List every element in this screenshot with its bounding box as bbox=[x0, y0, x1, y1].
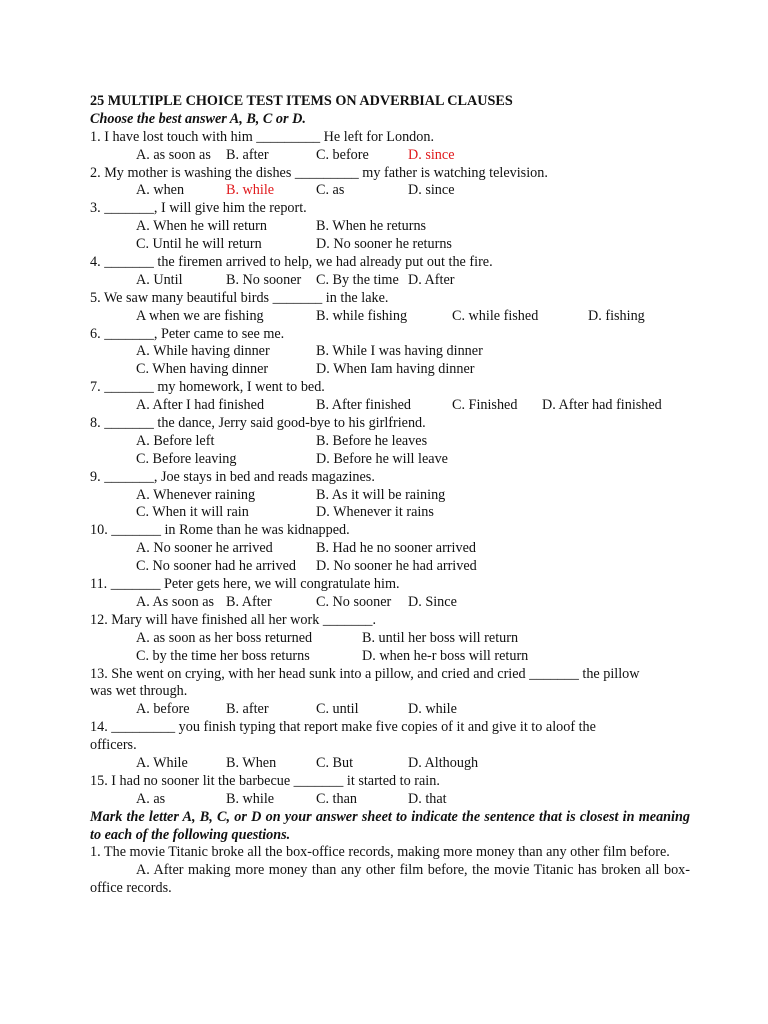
answer-options-row bbox=[90, 272, 690, 290]
answer-option-b[interactable]: B. while bbox=[226, 182, 275, 199]
worksheet-title: 25 MULTIPLE CHOICE TEST ITEMS ON ADVERBIAL CLAUSES bbox=[90, 93, 513, 109]
answer-option-b[interactable]: B. As it will be raining bbox=[316, 486, 446, 503]
answer-option-b[interactable]: B. until her boss will return bbox=[362, 629, 519, 646]
question-stem: 12. Mary will have finished all her work _______. bbox=[90, 611, 377, 628]
transform-option-a: A. After making more money than any other film before, the movie Titanic has broken all box-office records. bbox=[90, 862, 690, 897]
answer-option-d[interactable]: D. When Iam having dinner bbox=[316, 361, 475, 378]
answer-option-d[interactable]: D. Before he will leave bbox=[316, 450, 448, 467]
worksheet bbox=[90, 93, 690, 898]
answer-option-a[interactable]: A. While bbox=[136, 754, 188, 771]
answer-option-d[interactable]: D. that bbox=[408, 790, 447, 807]
answer-option-a[interactable]: A. Until bbox=[136, 271, 183, 288]
answer-option-c[interactable]: C. Until he will return bbox=[136, 236, 262, 253]
answer-options-row bbox=[90, 343, 690, 361]
question-stem: 7. _______ my homework, I went to bed. bbox=[90, 379, 325, 396]
answer-option-b[interactable]: B. while bbox=[226, 790, 275, 807]
answer-option-d[interactable]: D. After bbox=[408, 271, 455, 288]
answer-option-a[interactable]: A. No sooner he arrived bbox=[136, 540, 273, 557]
answer-option-c[interactable]: C. When having dinner bbox=[136, 361, 269, 378]
question-stem: 4. _______ the firemen arrived to help, we had already put out the fire. bbox=[90, 254, 493, 271]
answer-option-d[interactable]: D. Since bbox=[408, 593, 457, 610]
answer-option-b[interactable]: B. Before he leaves bbox=[316, 432, 428, 449]
question-stem: 10. _______ in Rome than he was kidnapped. bbox=[90, 522, 350, 539]
answer-option-d[interactable]: D. since bbox=[408, 182, 455, 199]
answer-options-row bbox=[90, 182, 690, 200]
answer-option-a[interactable]: A. as soon as bbox=[136, 146, 211, 163]
answer-option-d[interactable]: D. After had finished bbox=[542, 397, 662, 414]
answer-option-a[interactable]: A. before bbox=[136, 701, 190, 718]
question-stem: 13. She went on crying, with her head sunk into a pillow, and cried and cried _______ the pillow bbox=[90, 665, 640, 682]
question-stem: 2. My mother is washing the dishes _________ my father is watching television. bbox=[90, 164, 548, 181]
answer-options-row bbox=[90, 504, 690, 522]
question-stem-continued: was wet through. bbox=[90, 683, 188, 700]
answer-option-b[interactable]: B. Had he no sooner arrived bbox=[316, 540, 476, 557]
answer-options-row bbox=[90, 361, 690, 379]
answer-option-d[interactable]: D. Whenever it rains bbox=[316, 504, 434, 521]
answer-option-b[interactable]: B. while fishing bbox=[316, 307, 408, 324]
instruction-transform: Mark the letter A, B, C, or D on your answer sheet to indicate the sentence that is closest in meaning to each of the following questions. bbox=[90, 808, 690, 843]
answer-option-a[interactable]: A when we are fishing bbox=[136, 307, 264, 324]
answer-options-row bbox=[90, 218, 690, 236]
answer-options-row bbox=[90, 558, 690, 576]
answer-options-row bbox=[90, 397, 690, 415]
answer-option-a[interactable]: A. While having dinner bbox=[136, 343, 270, 360]
answer-option-b[interactable]: B. No sooner bbox=[226, 271, 302, 288]
answer-option-a[interactable]: A. After I had finished bbox=[136, 397, 265, 414]
answer-option-c[interactable]: C. No sooner bbox=[316, 593, 392, 610]
answer-option-b[interactable]: B. When bbox=[226, 754, 277, 771]
answer-option-c[interactable]: C. than bbox=[316, 790, 357, 807]
answer-option-c[interactable]: C. by the time her boss returns bbox=[136, 647, 310, 664]
answer-options-row bbox=[90, 791, 690, 809]
answer-options-row bbox=[90, 755, 690, 773]
answer-option-a[interactable]: A. As soon as bbox=[136, 593, 215, 610]
answer-option-d[interactable]: D. No sooner he returns bbox=[316, 236, 452, 253]
question-stem: 3. _______, I will give him the report. bbox=[90, 200, 307, 217]
answer-options-row bbox=[90, 308, 690, 326]
answer-option-d[interactable]: D. when he-r boss will return bbox=[362, 647, 529, 664]
answer-option-c[interactable]: C. By the time bbox=[316, 271, 399, 288]
answer-option-a[interactable]: A. when bbox=[136, 182, 185, 199]
answer-option-c[interactable]: C. When it will rain bbox=[136, 504, 249, 521]
question-stem: 6. _______, Peter came to see me. bbox=[90, 325, 285, 342]
answer-options-row bbox=[90, 487, 690, 505]
answer-option-a[interactable]: A. When he will return bbox=[136, 218, 267, 235]
question-stem: 15. I had no sooner lit the barbecue _______ it started to rain. bbox=[90, 772, 440, 789]
answer-option-b[interactable]: B. after bbox=[226, 146, 269, 163]
answer-options-row bbox=[90, 648, 690, 666]
answer-option-b[interactable]: B. When he returns bbox=[316, 218, 427, 235]
answer-option-c[interactable]: C. Before leaving bbox=[136, 450, 237, 467]
answer-options-row bbox=[90, 630, 690, 648]
answer-option-c[interactable]: C. before bbox=[316, 146, 369, 163]
answer-option-c[interactable]: C. Finished bbox=[452, 397, 518, 414]
question-stem: 5. We saw many beautiful birds _______ in the lake. bbox=[90, 289, 389, 306]
question-stem: 1. I have lost touch with him _________ He left for London. bbox=[90, 128, 434, 145]
instruction-choose: Choose the best answer A, B, C or D. bbox=[90, 110, 306, 127]
answer-option-a[interactable]: A. Whenever raining bbox=[136, 486, 256, 503]
answer-option-c[interactable]: C. until bbox=[316, 701, 359, 718]
answer-options-row bbox=[90, 236, 690, 254]
answer-option-c[interactable]: C. But bbox=[316, 754, 354, 771]
answer-option-d[interactable]: D. No sooner he had arrived bbox=[316, 558, 477, 575]
answer-option-d[interactable]: D. while bbox=[408, 701, 457, 718]
question-stem: 9. _______, Joe stays in bed and reads magazines. bbox=[90, 468, 375, 485]
question-stem-continued: officers. bbox=[90, 737, 137, 754]
question-list bbox=[90, 129, 690, 809]
answer-option-a[interactable]: A. Before left bbox=[136, 432, 215, 449]
answer-options-row bbox=[90, 433, 690, 451]
answer-options-row bbox=[90, 540, 690, 558]
answer-option-d[interactable]: D. Although bbox=[408, 754, 479, 771]
answer-options-row bbox=[90, 147, 690, 165]
question-stem: 11. _______ Peter gets here, we will congratulate him. bbox=[90, 576, 400, 593]
answer-option-a[interactable]: A. as bbox=[136, 790, 166, 807]
answer-option-b[interactable]: B. While I was having dinner bbox=[316, 343, 483, 360]
answer-option-d[interactable]: D. fishing bbox=[588, 307, 645, 324]
answer-option-c[interactable]: C. while fished bbox=[452, 307, 539, 324]
question-stem: 8. _______ the dance, Jerry said good-bye to his girlfriend. bbox=[90, 415, 426, 432]
answer-option-c[interactable]: C. as bbox=[316, 182, 345, 199]
answer-option-b[interactable]: B. After bbox=[226, 593, 272, 610]
answer-option-a[interactable]: A. as soon as her boss returned bbox=[136, 629, 313, 646]
answer-option-b[interactable]: B. After finished bbox=[316, 397, 411, 414]
transform-question-stem: 1. The movie Titanic broke all the box-office records, making more money than any other film before. bbox=[90, 844, 670, 861]
answer-options-row bbox=[90, 594, 690, 612]
answer-options-row bbox=[90, 451, 690, 469]
question-stem: 14. _________ you finish typing that report make five copies of it and give it to aloof the bbox=[90, 719, 596, 736]
answer-options-row bbox=[90, 701, 690, 719]
answer-option-d[interactable]: D. since bbox=[408, 146, 455, 163]
answer-option-c[interactable]: C. No sooner had he arrived bbox=[136, 558, 296, 575]
answer-option-b[interactable]: B. after bbox=[226, 701, 269, 718]
